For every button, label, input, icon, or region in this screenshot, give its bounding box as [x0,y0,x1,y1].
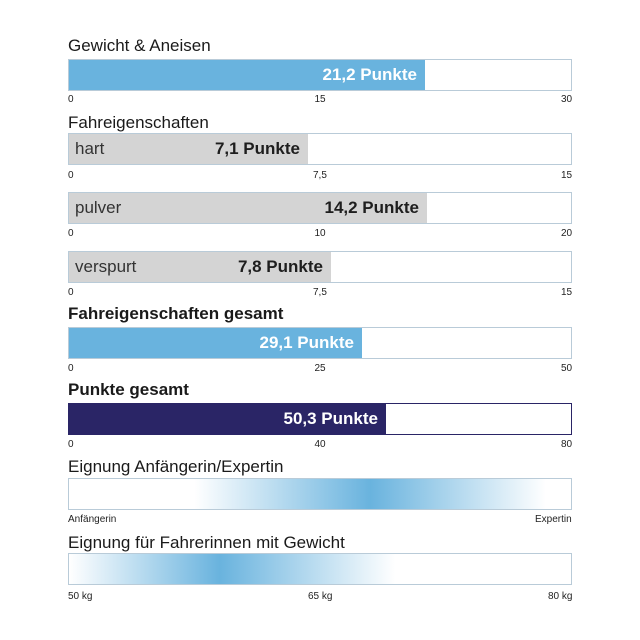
tick-fahreig-gesamt-2: 50 [561,363,573,374]
tick-hart-2: 15 [561,170,573,181]
chart-title-punkte-gesamt: Punkte gesamt [68,380,189,399]
tick-gewicht-0: 0 [68,94,74,105]
tick-gewicht-1: 15 [314,94,326,105]
value-label-hart: 7,1 Punkte [214,139,300,158]
tick-punkte-gesamt-1: 40 [314,439,326,450]
tick-pulver-0: 0 [68,228,74,239]
gradient-bar-level [68,478,572,510]
tick-fahreig-gesamt-0: 0 [68,363,74,374]
gradient-bar-gewicht [68,553,572,585]
tick-verspurt-1: 7,5 [313,287,327,298]
value-label-pulver: 14,2 Punkte [324,198,419,217]
bar-track-verspurt [68,251,572,283]
tick-80kg: 80 kg [548,591,573,602]
tick-65kg: 65 kg [308,591,333,602]
value-label-fahreigenschaften-gesamt: 29,1 Punkte [259,333,354,352]
tick-verspurt-2: 15 [561,287,573,298]
chart-title-eignung-level: Eignung Anfängerin/Expertin [68,457,284,476]
chart-title-fahreigenschaften: Fahreigenschaften [68,113,209,132]
chart-title-gewicht: Gewicht & Aneisen [68,36,211,55]
bar-track-pulver [68,192,572,224]
value-label-punkte-gesamt: 50,3 Punkte [283,409,378,428]
tick-anfaengerin: Anfängerin [68,514,117,525]
value-label-verspurt: 7,8 Punkte [237,257,323,276]
tick-verspurt-0: 0 [68,287,74,298]
tick-punkte-gesamt-2: 80 [561,439,573,450]
tick-fahreig-gesamt-1: 25 [314,363,326,374]
bar-track-fahreigenschaften-gesamt [68,327,572,359]
tick-punkte-gesamt-0: 0 [68,439,74,450]
category-label-verspurt: verspurt [75,257,137,276]
bar-track-gewicht [68,59,572,91]
tick-pulver-1: 10 [314,228,326,239]
tick-pulver-2: 20 [561,228,573,239]
tick-expertin: Expertin [535,514,572,525]
tick-50kg: 50 kg [68,591,93,602]
category-label-pulver: pulver [75,198,122,217]
value-label-gewicht: 21,2 Punkte [322,65,417,84]
bar-track-punkte-gesamt [68,403,572,435]
category-label-hart: hart [75,139,105,158]
tick-hart-0: 0 [68,170,74,181]
chart-title-fahreigenschaften-gesamt: Fahreigenschaften gesamt [68,304,284,323]
tick-hart-1: 7,5 [313,170,327,181]
bar-track-hart [68,133,572,165]
chart-title-eignung-gewicht: Eignung für Fahrerinnen mit Gewicht [68,533,345,552]
tick-gewicht-2: 30 [561,94,573,105]
